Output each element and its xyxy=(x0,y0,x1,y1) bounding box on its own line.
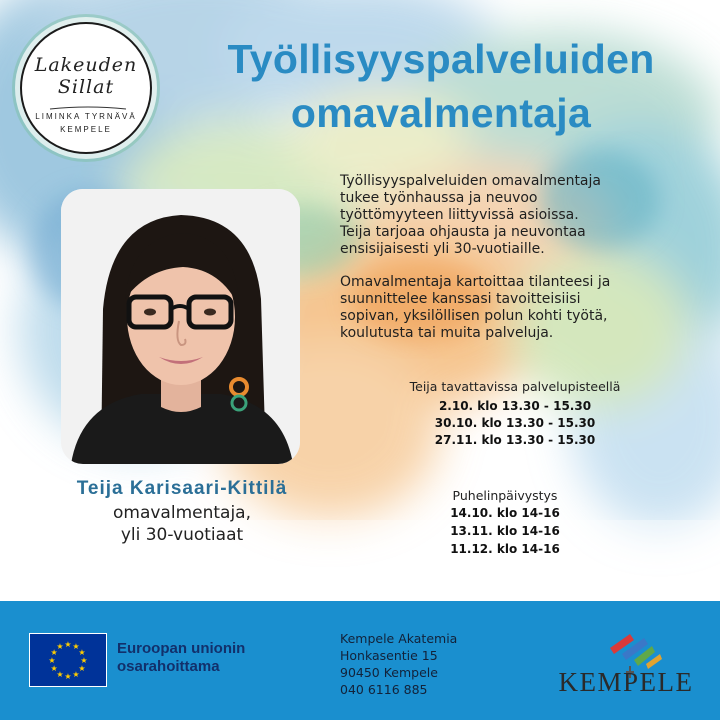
eu-stars xyxy=(30,634,106,686)
eu-star-icon: ★ xyxy=(56,669,64,679)
person-role-line2: yli 30-vuotiaat xyxy=(120,525,244,545)
logo-text-line2: Sillat xyxy=(57,76,115,98)
eu-star-icon: ★ xyxy=(64,640,72,649)
meeting-time: 27.11. klo 13.30 - 15.30 xyxy=(434,433,596,447)
lakeuden-sillat-logo xyxy=(20,22,152,154)
description-line: koulutusta tai muita palveluja. xyxy=(340,325,554,341)
eu-flag-icon xyxy=(29,633,107,687)
eu-star-icon: ★ xyxy=(80,656,88,665)
address-line: Honkasentie 15 xyxy=(340,648,438,663)
description-line: Omavalmentaja kartoittaa tilanteesi ja xyxy=(340,274,611,290)
logo-text-line1: Lakeuden xyxy=(34,54,138,76)
title-line2: omavalmentaja xyxy=(290,90,592,136)
kempele-logo-text: KEMPELE xyxy=(558,667,694,697)
description-line: tukee työnhaussa ja neuvoo xyxy=(340,190,538,206)
logo-text-line4: KEMPELE xyxy=(60,125,112,134)
address-line: 90450 Kempele xyxy=(340,665,438,680)
eu-funding-line1: Euroopan unionin xyxy=(117,640,246,657)
meetings-label: Teija tavattavissa palvelupisteellä xyxy=(409,379,621,394)
eu-star-icon: ★ xyxy=(50,664,58,673)
description-line: suunnittelee kanssasi tavoitteisiisi xyxy=(340,291,581,307)
phone-number: 040 6116 885 xyxy=(340,682,428,697)
phone-service-label: Puhelinpäivystys xyxy=(452,488,558,503)
eu-star-icon: ★ xyxy=(78,648,86,657)
title-line1: Työllisyyspalveluiden xyxy=(227,36,655,82)
eu-star-icon: ★ xyxy=(72,642,80,652)
meeting-time: 30.10. klo 13.30 - 15.30 xyxy=(434,416,596,430)
description-paragraph-2 xyxy=(340,274,690,342)
phone-time: 11.12. klo 14-16 xyxy=(450,542,560,556)
description-line: sopivan, yksilöllisen polun kohti työtä, xyxy=(340,308,608,324)
address-line: Kempele Akatemia xyxy=(340,631,458,646)
person-illustration xyxy=(61,189,300,464)
portrait-photo xyxy=(61,189,300,464)
person-name: Teija Karisaari-Kittilä xyxy=(76,478,288,499)
description-line: Työllisyyspalveluiden omavalmentaja xyxy=(340,173,601,189)
eu-star-icon: ★ xyxy=(72,669,80,679)
description-line: työttömyyteen liittyvissä asioissa. xyxy=(340,207,579,223)
description-line: ensisijaisesti yli 30-vuotiaille. xyxy=(340,241,545,257)
meeting-time: 2.10. klo 13.30 - 15.30 xyxy=(438,399,592,413)
eu-star-icon: ★ xyxy=(48,656,56,665)
eu-star-icon: ★ xyxy=(64,672,72,681)
eu-star-icon: ★ xyxy=(56,642,64,652)
footer-bar xyxy=(0,601,720,720)
description-line: Teija tarjoaa ohjausta ja neuvontaa xyxy=(340,224,586,240)
eu-star-icon: ★ xyxy=(78,664,86,673)
person-role-line1: omavalmentaja, xyxy=(112,503,251,523)
page-title xyxy=(176,32,706,140)
description-paragraph-1 xyxy=(340,173,690,258)
logo-divider xyxy=(48,104,128,112)
logo-text-line3: LIMINKA TYRNÄVÄ xyxy=(35,112,137,121)
phone-time: 14.10. klo 14-16 xyxy=(450,506,560,520)
phone-time: 13.11. klo 14-16 xyxy=(450,524,560,538)
eu-funding-line2: osarahoittama xyxy=(117,658,220,675)
eu-star-icon: ★ xyxy=(50,648,58,657)
